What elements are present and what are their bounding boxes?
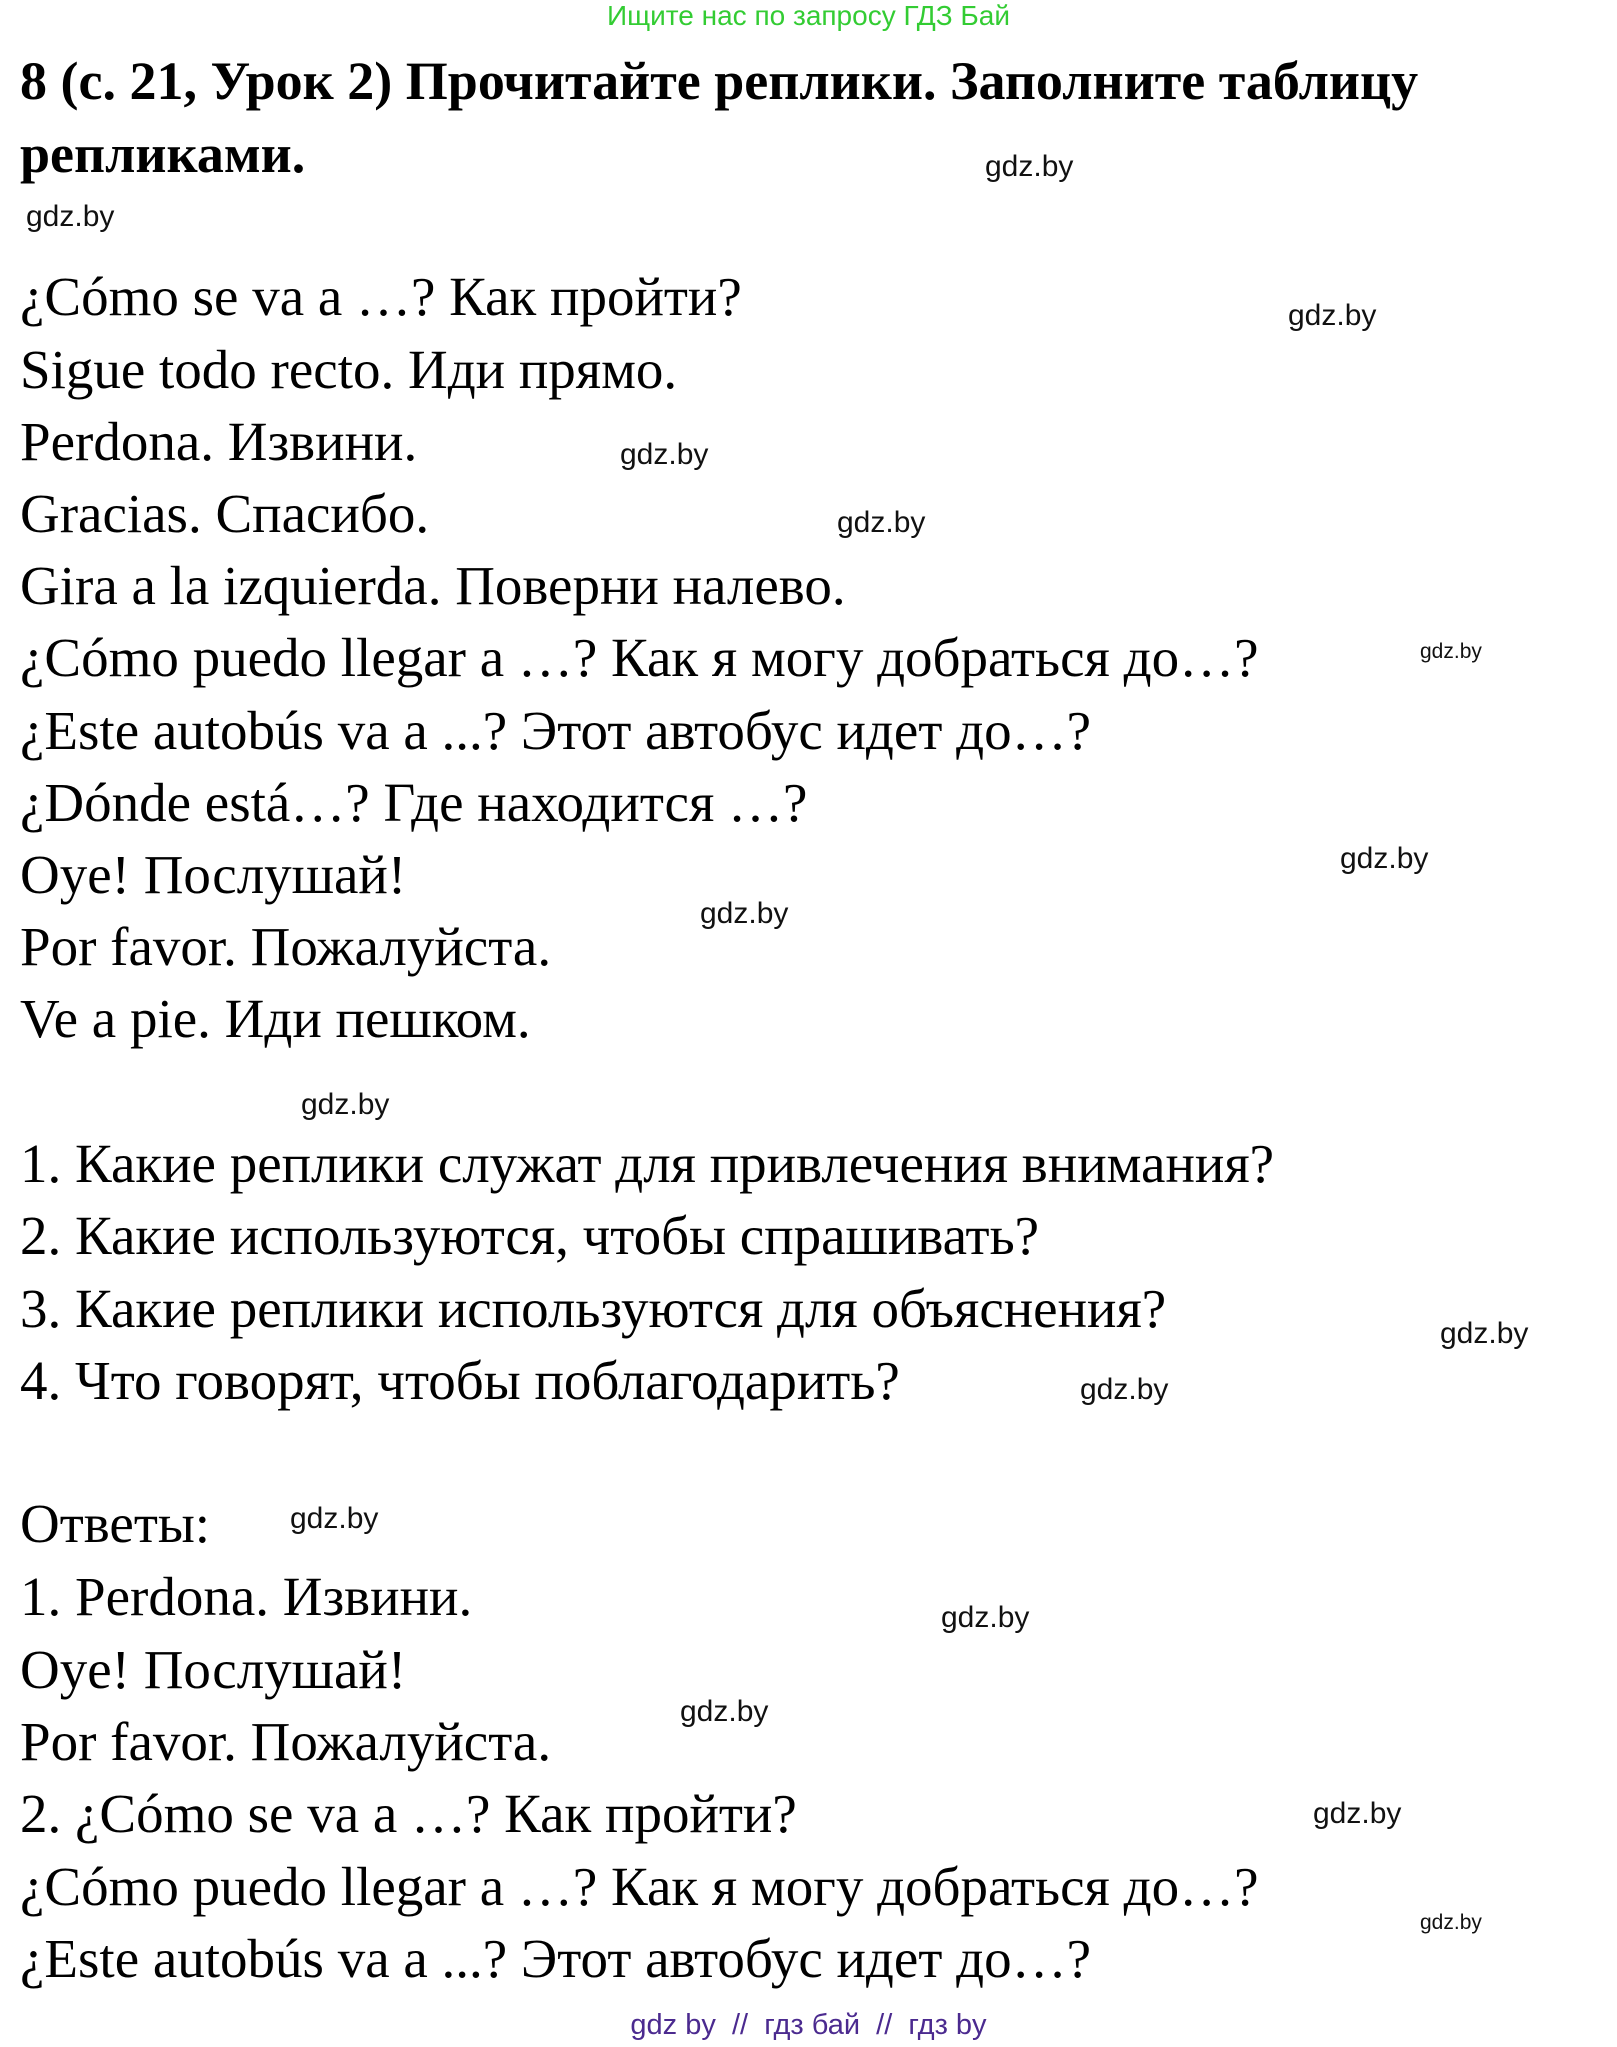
phrase-line: Sigue todo recto. Иди прямо. bbox=[20, 339, 678, 400]
watermark: gdz.by bbox=[700, 897, 789, 930]
exercise-title-line-1: 8 (с. 21, Урок 2) Прочитайте реплики. Заполните таблицу bbox=[20, 51, 1419, 111]
question-line: 1. Какие реплики служат для привлечения внимания? bbox=[20, 1133, 1275, 1194]
answer-line: Oye! Послушай! bbox=[20, 1639, 407, 1700]
watermark: gdz.by bbox=[26, 200, 115, 233]
watermark: gdz.by bbox=[1340, 842, 1429, 875]
watermark: gdz.by bbox=[1313, 1797, 1402, 1830]
watermark: gdz.by bbox=[837, 506, 926, 539]
answers-heading: Ответы: bbox=[20, 1493, 211, 1554]
watermark: gdz.by bbox=[1420, 1911, 1482, 1934]
answer-line: ¿Este autobús va a ...? Этот автобус идет до…? bbox=[20, 1928, 1091, 1989]
phrase-line: ¿Cómo se va a …? Как пройти? bbox=[20, 266, 742, 327]
watermark: gdz.by bbox=[1080, 1373, 1169, 1406]
exercise-title-line-2: репликами. bbox=[20, 124, 306, 184]
watermark: gdz.by bbox=[620, 438, 709, 471]
footer-watermark: gdz by // гдз бай // гдз by bbox=[630, 2009, 987, 2041]
phrase-line: ¿Este autobús va a ...? Этот автобус идет до…? bbox=[20, 700, 1091, 761]
answer-line: ¿Cómo puedo llegar a …? Как я могу добраться до…? bbox=[20, 1856, 1259, 1917]
phrase-line: ¿Dónde está…? Где находится …? bbox=[20, 772, 808, 833]
watermark: gdz.by bbox=[1420, 640, 1482, 663]
watermark: gdz.by bbox=[680, 1695, 769, 1728]
phrase-line: ¿Cómo puedo llegar a …? Как я могу добраться до…? bbox=[20, 627, 1259, 688]
watermark: gdz.by bbox=[290, 1502, 379, 1535]
question-line: 3. Какие реплики используются для объяснения? bbox=[20, 1278, 1167, 1339]
phrase-line: Ve a pie. Иди пешком. bbox=[20, 988, 531, 1049]
phrase-line: Por favor. Пожалуйста. bbox=[20, 916, 552, 977]
phrase-line: Oye! Послушай! bbox=[20, 844, 407, 905]
watermark: gdz.by bbox=[985, 150, 1074, 183]
question-line: 4. Что говорят, чтобы поблагодарить? bbox=[20, 1350, 900, 1411]
phrase-line: Gracias. Спасибо. bbox=[20, 483, 430, 544]
watermark: gdz.by bbox=[1440, 1317, 1529, 1350]
answer-line: 2. ¿Cómo se va a …? Как пройти? bbox=[20, 1783, 797, 1844]
watermark: gdz.by bbox=[941, 1601, 1030, 1634]
answer-line: Por favor. Пожалуйста. bbox=[20, 1711, 552, 1772]
question-line: 2. Какие используются, чтобы спрашивать? bbox=[20, 1205, 1040, 1266]
phrase-line: Perdona. Извини. bbox=[20, 411, 418, 472]
watermark: gdz.by bbox=[1288, 299, 1377, 332]
watermark: gdz.by bbox=[301, 1088, 390, 1121]
answer-line: 1. Perdona. Извини. bbox=[20, 1566, 473, 1627]
phrase-line: Gira a la izquierda. Поверни налево. bbox=[20, 555, 846, 616]
search-banner: Ищите нас по запросу ГДЗ Бай bbox=[606, 0, 1011, 31]
